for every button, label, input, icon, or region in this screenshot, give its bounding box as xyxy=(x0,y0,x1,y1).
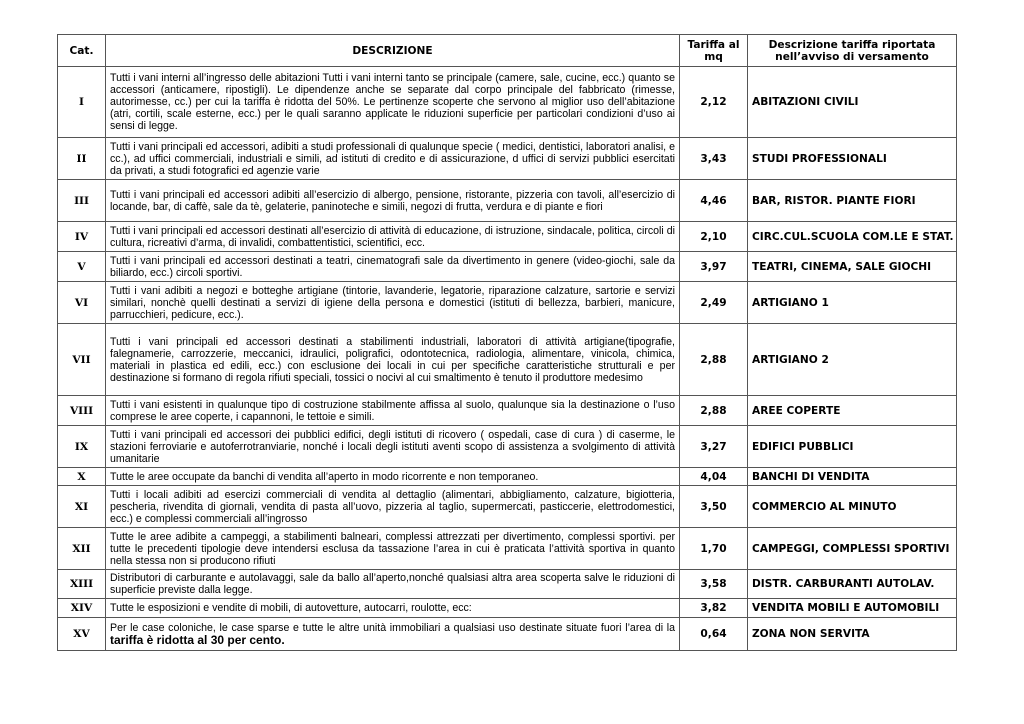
category-cell: XIV xyxy=(58,599,106,618)
receipt-label-cell: CIRC.CUL.SCUOLA COM.LE E STAT. xyxy=(748,222,957,252)
rate-cell: 3,97 xyxy=(680,252,748,282)
description-cell: Tutte le esposizioni e vendite di mobili, di autovetture, autocarri, roulotte, ecc: xyxy=(106,599,680,618)
description-cell: Tutti i vani esistenti in qualunque tipo di costruzione stabilmente affissa al suolo, qualunque sia la destinazione o l’uso comprese le aree coperte, i capannoni, le tettoie e simili. xyxy=(106,396,680,426)
category-cell: V xyxy=(58,252,106,282)
category-cell: XIII xyxy=(58,570,106,599)
receipt-label-cell: STUDI PROFESSIONALI xyxy=(748,138,957,180)
table-row xyxy=(58,468,957,486)
category-cell: VI xyxy=(58,282,106,324)
header-rate: Tariffa al mq xyxy=(680,35,748,67)
description-cell: Tutti i vani principali ed accessori destinati a teatri, cinematografi sale da divertimento in genere (video-giochi, sale da biliardo, ecc.) circoli sportivi. xyxy=(106,252,680,282)
rate-cell: 3,43 xyxy=(680,138,748,180)
description-cell: Tutte le aree occupate da banchi di vendita all’aperto in modo ricorrente e non temporaneo. xyxy=(106,468,680,486)
header-description: DESCRIZIONE xyxy=(106,35,680,67)
table-row xyxy=(58,222,957,252)
description-cell xyxy=(106,618,680,651)
table-row xyxy=(58,324,957,396)
receipt-label-cell: COMMERCIO AL MINUTO xyxy=(748,486,957,528)
table-row xyxy=(58,252,957,282)
category-cell: IX xyxy=(58,426,106,468)
rate-cell: 2,49 xyxy=(680,282,748,324)
description-cell: Tutti i vani principali ed accessori dei pubblici edifici, degli istituti di ricovero ( ospedali, case di cura ) di caserme, le stazioni ferroviarie e autoferrotranviarie, nonché i locali degli istituti aventi scopo di assistenza a svolgimento di attività umanitarie xyxy=(106,426,680,468)
description-cell: Tutti i vani principali ed accessori adibiti all’esercizio di albergo, pensione, ristorante, pizzeria con tavoli, all’esercizio di locande, bar, di caffè, sale da tè, gelaterie, paninoteche e simili, negozi di frutta, verdura e di piante e fiori xyxy=(106,180,680,222)
rate-cell: 2,88 xyxy=(680,396,748,426)
header-row xyxy=(58,35,957,67)
rate-cell: 2,10 xyxy=(680,222,748,252)
category-cell: I xyxy=(58,67,106,138)
category-cell: XV xyxy=(58,618,106,651)
category-cell: II xyxy=(58,138,106,180)
table-row xyxy=(58,599,957,618)
table-row xyxy=(58,618,957,651)
rate-cell: 2,12 xyxy=(680,67,748,138)
description-text: Per le case coloniche, le case sparse e tutte le altre unità immobiliari a qualsiasi uso destinate situate fuori l’area di la xyxy=(110,621,675,634)
rate-cell: 1,70 xyxy=(680,528,748,570)
receipt-label-cell: ZONA NON SERVITA xyxy=(748,618,957,651)
table-row xyxy=(58,67,957,138)
category-cell: IV xyxy=(58,222,106,252)
rate-cell: 3,82 xyxy=(680,599,748,618)
description-emphasis: tariffa è ridotta al 30 per cento. xyxy=(110,632,285,647)
category-cell: VII xyxy=(58,324,106,396)
receipt-label-cell: VENDITA MOBILI E AUTOMOBILI xyxy=(748,599,957,618)
category-cell: XII xyxy=(58,528,106,570)
description-cell: Tutte le aree adibite a campeggi, a stabilimenti balneari, complessi attrezzati per divertimento, complessi sportivi. per tutte le precedenti tipologie deve intendersi esclusa da tassazione l’area in cui è praticata l’attività sportiva in quanto nella stessa non si producono rifiuti xyxy=(106,528,680,570)
table-row xyxy=(58,528,957,570)
rate-cell: 4,04 xyxy=(680,468,748,486)
receipt-label-cell: BAR, RISTOR. PIANTE FIORI xyxy=(748,180,957,222)
receipt-label-cell: AREE COPERTE xyxy=(748,396,957,426)
rate-cell: 0,64 xyxy=(680,618,748,651)
description-cell: Tutti i locali adibiti ad esercizi commerciali di vendita al dettaglio (alimentari, abbigliamento, calzature, bigiotteria, pescheria, rivendita di giornali, vendita di pasta all’uovo, pizzeria al taglio, supermercati, pasticcerie, elettrodomestici, ecc.) e complessi commerciali all’ingrosso xyxy=(106,486,680,528)
rate-cell: 3,58 xyxy=(680,570,748,599)
rate-cell: 3,50 xyxy=(680,486,748,528)
header-cat: Cat. xyxy=(58,35,106,67)
description-cell: Tutti i vani principali ed accessori destinati all’esercizio di attività di educazione, di istruzione, sindacale, politica, circoli di cultura, ricreativi d’arma, di invalidi, combattentistici, scientifici, ecc. xyxy=(106,222,680,252)
header-receipt-label: Descrizione tariffa riportata nell’avviso di versamento xyxy=(748,35,957,67)
receipt-label-cell: ABITAZIONI CIVILI xyxy=(748,67,957,138)
rate-cell: 2,88 xyxy=(680,324,748,396)
rate-cell: 3,27 xyxy=(680,426,748,468)
table-row xyxy=(58,570,957,599)
description-cell: Tutti i vani principali ed accessori, adibiti a studi professionali di qualunque specie ( medici, dentistici, laboratori analisi, e cc.), ad uffici commerciali, industriali e simili, ad istituti di credito e di assicurazione, d uffici di servizi pubblici esercitati da privati, a studi fotografici ed agenzie varie xyxy=(106,138,680,180)
table-row xyxy=(58,426,957,468)
category-cell: X xyxy=(58,468,106,486)
rate-cell: 4,46 xyxy=(680,180,748,222)
receipt-label-cell: BANCHI DI VENDITA xyxy=(748,468,957,486)
receipt-label-cell: ARTIGIANO 1 xyxy=(748,282,957,324)
description-cell: Tutti i vani principali ed accessori destinati a stabilimenti industriali, laboratori di attività artigiane(tipografie, falegnamerie, carrozzerie, meccanici, idraulici, poligrafici, odontotecnica, radiologia, alimentare, vinicola, chimica, materiali in plastica ed edili, ecc.) con esclusione dei locali in cui per specifiche caratteristiche strutturali e per destinazione si formano di regola rifiuti speciali, tossici o nocivi al cui smaltimento è tenuto il produttore medesimo xyxy=(106,324,680,396)
table-row xyxy=(58,396,957,426)
table-row xyxy=(58,282,957,324)
receipt-label-cell: TEATRI, CINEMA, SALE GIOCHI xyxy=(748,252,957,282)
category-cell: III xyxy=(58,180,106,222)
description-cell: Tutti i vani interni all’ingresso delle abitazioni Tutti i vani interni tanto se principale (camere, sale, cucine, ecc.) quanto se accessori (anticamere, ripostigli). Le dipendenze anche se separate dal corpo principale del fabbricato (rimesse, autorimesse, cc.) per cui la tariffa è ridotta del 50%. Le pertinenze scoperte che servono al miglior uso dell’abitazione (atri, cortili, scale esterne, ecc.) per le quali saranno applicate le riduzioni superficie per particolari condizioni d’uso ai sensi di legge. xyxy=(106,67,680,138)
description-cell: Tutti i vani adibiti a negozi e botteghe artigiane (tintorie, lavanderie, legatorie, riparazione calzature, sartorie e servizi similari, nonchè quelli destinati a servizi di igiene della persona e domestici (istituti di bellezza, barbieri, manicure, parrucchieri, pedicure, ecc.). xyxy=(106,282,680,324)
table-row xyxy=(58,138,957,180)
receipt-label-cell: CAMPEGGI, COMPLESSI SPORTIVI xyxy=(748,528,957,570)
table-row xyxy=(58,180,957,222)
receipt-label-cell: ARTIGIANO 2 xyxy=(748,324,957,396)
table-row xyxy=(58,486,957,528)
tariff-table xyxy=(57,34,957,651)
category-cell: VIII xyxy=(58,396,106,426)
receipt-label-cell: DISTR. CARBURANTI AUTOLAV. xyxy=(748,570,957,599)
description-cell: Distributori di carburante e autolavaggi, sale da ballo all’aperto,nonché qualsiasi altra area scoperta salve le riduzioni di superficie previste dalla legge. xyxy=(106,570,680,599)
category-cell: XI xyxy=(58,486,106,528)
receipt-label-cell: EDIFICI PUBBLICI xyxy=(748,426,957,468)
